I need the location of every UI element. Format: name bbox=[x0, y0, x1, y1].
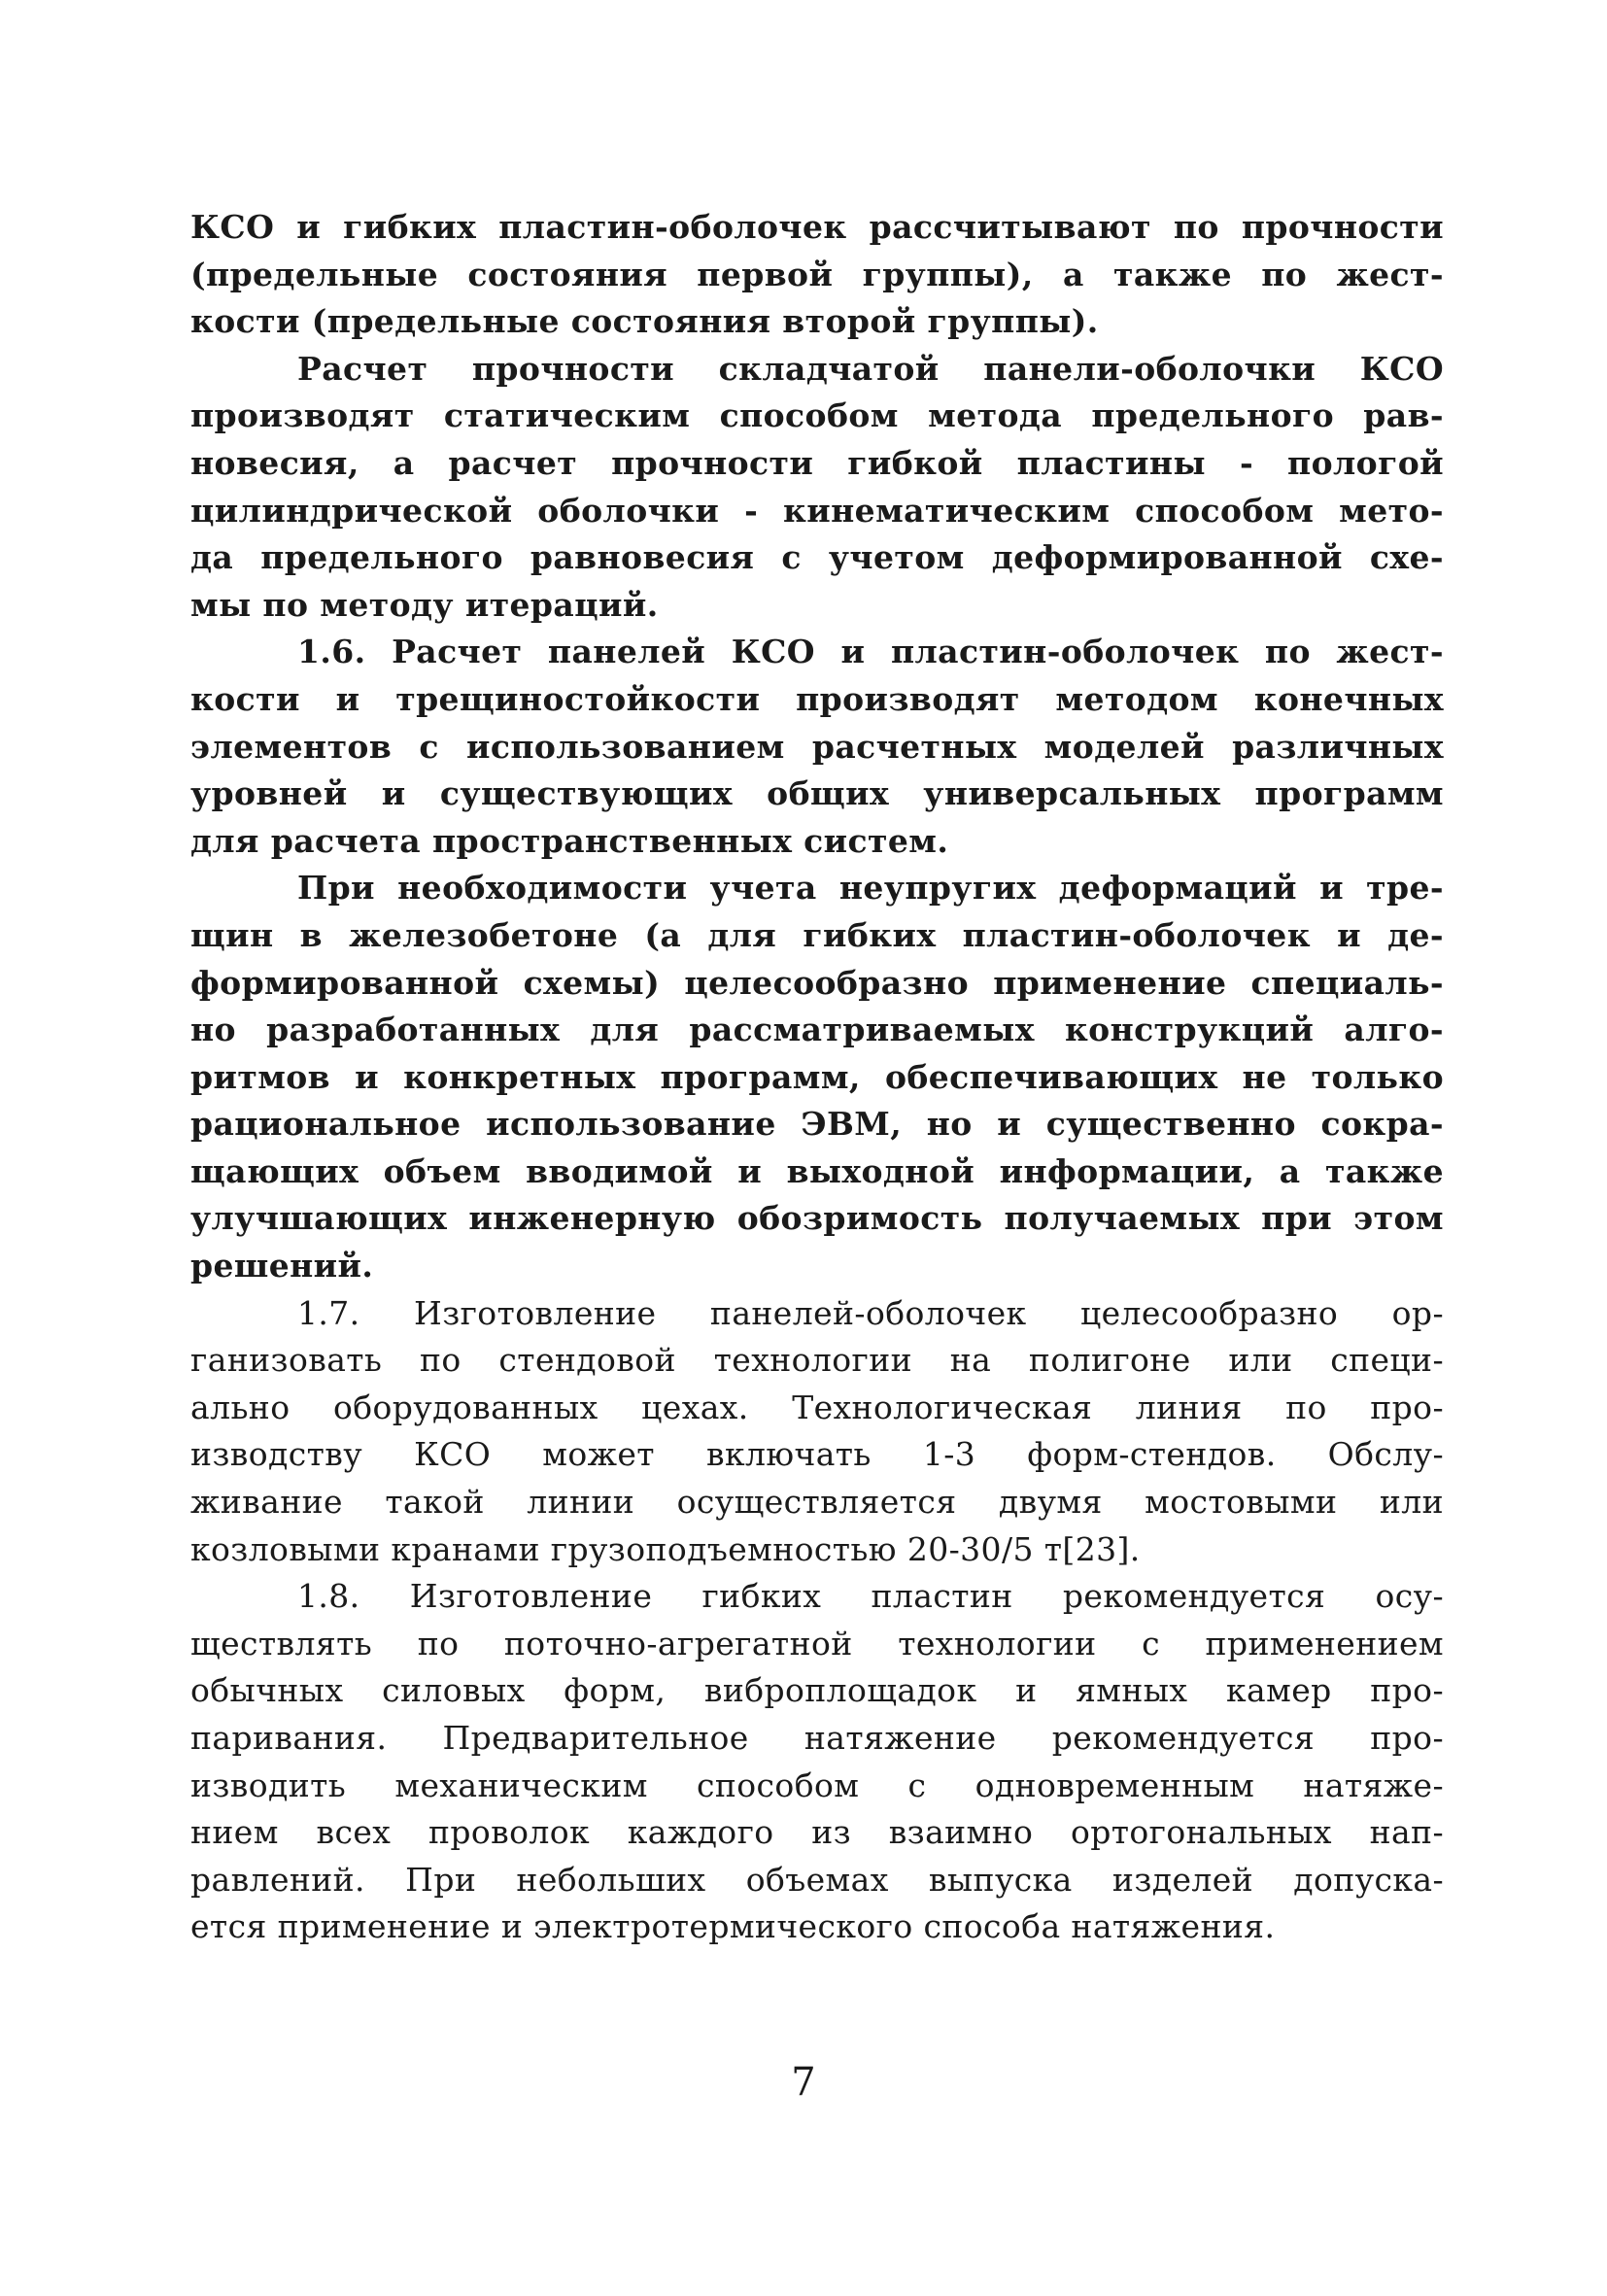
paragraph-start-line: Расчет прочности складчатой панели-оболочки КСО bbox=[297, 349, 1444, 388]
text-line: ритмов и конкретных программ, обеспечивающих не только bbox=[190, 1057, 1444, 1096]
text-line: производят статическим способом метода предельного рав- bbox=[190, 396, 1444, 435]
text-line: элементов с использованием расчетных моделей различных bbox=[190, 727, 1444, 766]
text-line: ется применение и электротермического способа натяжения. bbox=[190, 1907, 1276, 1946]
text-line: улучшающих инженерную обозримость получаемых при этом bbox=[190, 1199, 1444, 1238]
text-line: но разработанных для рассматриваемых конструкций алго- bbox=[190, 1011, 1444, 1049]
text-line: нием всех проволок каждого из взаимно ортогональных нап- bbox=[190, 1813, 1444, 1852]
text-line: формированной схемы) целесообразно применение специаль- bbox=[190, 963, 1444, 1002]
paragraph-start-line: При необходимости учета неупругих деформаций и тре- bbox=[297, 869, 1444, 908]
text-line: щающих объем вводимой и выходной информации, а также bbox=[190, 1151, 1444, 1190]
text-line: уровней и существующих общих универсальных программ bbox=[190, 774, 1444, 813]
text-line: живание такой линии осуществляется двумя мостовыми или bbox=[190, 1483, 1444, 1522]
text-line: мы по методу итераций. bbox=[190, 585, 659, 624]
text-line: да предельного равновесия с учетом деформированной схе- bbox=[190, 538, 1444, 577]
page-number: 7 bbox=[791, 2060, 816, 2105]
section-1-7-line: 1.7. Изготовление панелей-оболочек целесообразно ор- bbox=[297, 1293, 1444, 1332]
text-line: ществлять по поточно-агрегатной технологии с применением bbox=[190, 1624, 1444, 1662]
section-1-6-line: 1.6. Расчет панелей КСО и пластин-оболочек по жест- bbox=[297, 633, 1444, 671]
text-line: ально оборудованных цехах. Технологическая линия по про- bbox=[190, 1388, 1444, 1426]
text-line: КСО и гибких пластин-оболочек рассчитывают по прочности bbox=[190, 208, 1444, 246]
text-line: обычных силовых форм, виброплощадок и ямных камер про- bbox=[190, 1671, 1444, 1710]
body-text bbox=[190, 204, 1453, 1951]
text-line: кости и трещиностойкости производят методом конечных bbox=[190, 679, 1444, 718]
text-line: цилиндрической оболочки - кинематическим способом мето- bbox=[190, 491, 1444, 530]
text-line: для расчета пространственных систем. bbox=[190, 821, 949, 860]
text-line: щин в железобетоне (а для гибких пластин-оболочек и де- bbox=[190, 915, 1444, 954]
section-1-8-line: 1.8. Изготовление гибких пластин рекомендуется осу- bbox=[297, 1577, 1444, 1616]
text-line: изводить механическим способом с одновременным натяже- bbox=[190, 1765, 1444, 1804]
text-line: кости (предельные состояния второй группы). bbox=[190, 302, 1099, 341]
text-line: (предельные состояния первой группы), а также по жест- bbox=[190, 255, 1444, 293]
text-line: решений. bbox=[190, 1247, 374, 1285]
text-line: изводству КСО может включать 1-3 форм-стендов. Обслу- bbox=[190, 1435, 1444, 1474]
text-line: паривания. Предварительное натяжение рекомендуется про- bbox=[190, 1719, 1444, 1757]
text-line: козловыми кранами грузоподъемностью 20-30/5 т[23]. bbox=[190, 1529, 1141, 1568]
text-line: ганизовать по стендовой технологии на полигоне или специ- bbox=[190, 1341, 1444, 1380]
text-line: новесия, а расчет прочности гибкой пластины - пологой bbox=[190, 443, 1444, 482]
text-line: равлений. При небольших объемах выпуска изделей допуска- bbox=[190, 1860, 1444, 1899]
text-line: рациональное использование ЭВМ, но и существенно сокра- bbox=[190, 1105, 1444, 1144]
